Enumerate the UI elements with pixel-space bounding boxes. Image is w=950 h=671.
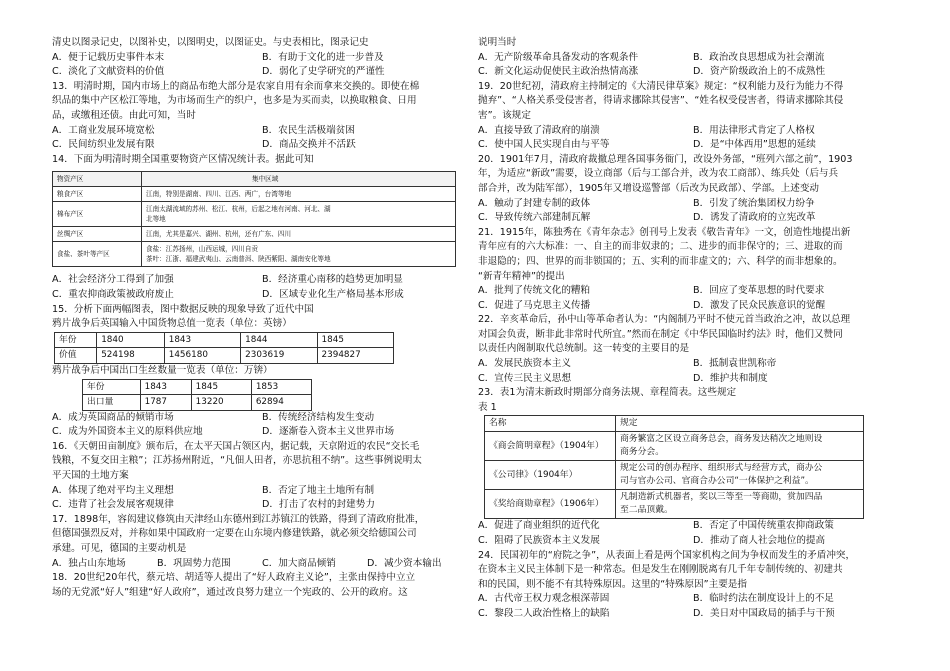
q20-stem: [478, 153, 908, 197]
table-cell: 《奖给商勋章程》（1906年）: [485, 490, 616, 519]
q24-line: 24．民国初年的“府院之争”，从表面上看是两个国家机构之间为争权而发生的矛盾冲突，: [478, 549, 856, 561]
q17-option-b[interactable]: B．巩固势力范围: [157, 557, 231, 569]
cell-line: 商务分会。: [620, 447, 664, 458]
q20-option-a[interactable]: A．触动了封建专制的政体: [478, 197, 591, 209]
q21-option-c[interactable]: C．促进了马克思主义传播: [478, 299, 591, 311]
q16-stem: [52, 440, 472, 484]
q19-line: 抛弃”、“人格关系受侵害者，得请求挪除其侵害”、“姓名权受侵害者，得请求挪除其侵: [478, 95, 844, 107]
q22-option-a[interactable]: A．发展民族资本主义: [478, 358, 571, 370]
q24-option-d[interactable]: D．美日对中国政局的插手与干预: [693, 608, 835, 619]
q20-line: 年，为适应“新政”需要，设立商部（后与工部合并，改为农工商部）、练兵处（后与兵: [478, 168, 839, 180]
q13-option-a[interactable]: A．工商业发展环境宽松: [52, 124, 155, 136]
table-cell: [616, 490, 864, 519]
table-cell: 丝绸产区: [53, 227, 142, 242]
q18-option-d[interactable]: D．资产阶级政治上的不成熟性: [693, 66, 826, 78]
q12-option-b[interactable]: B．有助于文化的进一步普及: [262, 51, 384, 63]
q22-line: 22．辛亥革命后，孙中山等革命者认为：“内阁制乃平时不使元首当政治之冲，故以总理: [478, 314, 851, 326]
q15-option-d[interactable]: D．逐渐卷入资本主义世界市场: [262, 426, 395, 438]
table-row: [83, 395, 312, 411]
q22-stem: [478, 313, 908, 357]
q14-option-d[interactable]: D．区域专业化生产格局基本形成: [262, 288, 404, 300]
q17-options: [52, 557, 472, 572]
q16-option-d[interactable]: D．打击了农村的封建势力: [262, 499, 375, 511]
table-row: [485, 490, 864, 519]
table-cell: 1845: [191, 379, 251, 395]
table-header-row: [485, 416, 864, 432]
q24-option-c[interactable]: C．黎段二人政治性格上的缺陷: [478, 608, 610, 619]
q13-options: [52, 124, 472, 153]
q24-line: 在资本主义民主体制下是一种常态。但是发生在刚刚脱离有几千年专制传统的、初建共: [478, 564, 843, 576]
table-cell: [142, 242, 456, 267]
q24-options: [478, 592, 908, 621]
table-cell: 2303619: [241, 348, 317, 364]
q12-tail: 清史以图录记史，以图补史，以图明史，以图证史。与史表相比，图录记史: [52, 37, 369, 48]
q20-option-d[interactable]: D．诱发了清政府的立宪改革: [693, 212, 816, 224]
q21-option-a[interactable]: A．批判了传统文化的糟粕: [478, 285, 591, 297]
q18-tail: 说明当时: [478, 37, 517, 48]
q24-option-a[interactable]: A．古代帝王权力观念根深蒂固: [478, 593, 610, 605]
cell-line: 食盐：江苏扬州，山西运城，四川自贡: [146, 245, 259, 254]
q24-option-b[interactable]: B．临时约法在制度设计上的不足: [693, 593, 834, 605]
table-row: [83, 379, 312, 395]
cell-line: 江南太湖流域的苏州、松江、杭州，后起之地有河南、河北、湖: [146, 205, 331, 214]
table-header-cell: 物资产区: [53, 172, 142, 187]
table-cell: 《公司律》（1904年）: [485, 461, 616, 490]
q17-line: 但德国强烈反对，并称如果中国政府一定要在山东境内修建铁路，就必须交给德国公司: [52, 528, 417, 540]
q13-option-b[interactable]: B．农民生活极端贫困: [262, 124, 355, 136]
q22-option-b[interactable]: B．抵制袁世凯称帝: [693, 358, 777, 370]
cell-line: 江南，尤其是嘉兴、湖州、杭州，还有广东、四川: [146, 230, 292, 239]
q18-line: 18．20世纪20年代，蔡元培、胡适等人提出了“好人政府主义论”，主张由保持中立立: [52, 572, 416, 584]
table-cell: [616, 432, 864, 461]
table-row: [53, 242, 456, 267]
table-cell: 13220: [191, 395, 251, 411]
q12-option-a[interactable]: A．便于记载历史事件本末: [52, 51, 165, 63]
q17-option-a[interactable]: A．独占山东地场: [52, 557, 126, 569]
right-column: [478, 36, 908, 622]
q16-line: 钱粮，不复交田主粮”；江苏扬州附近，“凡佃人田者，亦思抗租不纳”。这些事例说明太: [52, 455, 422, 467]
q23-table: [484, 415, 864, 519]
q12-options: [52, 51, 472, 80]
q19-line: 害”。该规定: [478, 109, 531, 121]
q22-option-c[interactable]: C．宣传三民主义思想: [478, 372, 572, 384]
q14-option-b[interactable]: B．经济重心南移的趋势更加明显: [262, 274, 403, 286]
q23-options: [478, 519, 908, 548]
left-column: [52, 36, 472, 600]
q15-options: [52, 411, 472, 440]
table-cell: 粮食产区: [53, 187, 142, 202]
q21-line: 非退隐的；四、世界的而非锁国的；五、实利的而非虚文的；六、科学的而非想象的。: [478, 255, 843, 267]
table-row: [485, 461, 864, 490]
q21-stem: [478, 226, 908, 284]
q14-option-c[interactable]: C．重农抑商政策被政府废止: [52, 288, 174, 300]
cell-line: 规定公司的创办程序、组织形式与经营方式，商办公: [620, 463, 823, 474]
q18-option-b[interactable]: B．政治改良思想成为社会潮流: [693, 51, 825, 63]
q18-stem: [52, 571, 472, 600]
table-cell: 棉布产区: [53, 202, 142, 227]
table-row: [55, 332, 394, 348]
q18-option-c[interactable]: C．新文化运动促使民主政治热情高涨: [478, 66, 639, 78]
table-cell: 1840: [97, 332, 165, 348]
table-cell: [142, 202, 456, 227]
q22-line: 以责任内阁制取代总统制。这一转变的主要目的是: [478, 343, 690, 355]
q15-stem: 15．分析下面两幅图表，图中数据反映的现象导致了近代中国: [52, 303, 314, 315]
table-cell: 1845: [317, 332, 393, 348]
table-cell: 年份: [55, 332, 97, 348]
q19-options: [478, 124, 908, 153]
q18-option-a[interactable]: A．无产阶级革命具备发动的客观条件: [478, 51, 639, 63]
q23-option-b[interactable]: B．否定了中国传统重农抑商政策: [693, 520, 834, 532]
q21-line: 21．1915年，陈独秀在《青年杂志》创刊号上发表《敬告青年》一文，创造性地提出新: [478, 226, 851, 238]
q17-option-d[interactable]: D．减少资本输出: [367, 557, 442, 569]
q17-option-c[interactable]: C．加大商品倾销: [262, 557, 336, 569]
q15-table1: [54, 332, 394, 364]
q21-options: [478, 284, 908, 313]
q22-line: 对国会负责，断非此非常时代所宜。”然而在制定《中华民国临时约法》时，他们又赞同: [478, 328, 843, 340]
q23-table-label: 表 1: [478, 401, 497, 413]
table-cell: [142, 227, 456, 242]
table-cell: 2394827: [317, 348, 393, 364]
q15-option-a[interactable]: A．成为英国商品的倾销市场: [52, 411, 174, 423]
table-cell: 1456180: [164, 348, 240, 364]
q13-line: 品，或缴租还债。由此可知，当时: [52, 109, 196, 121]
table-cell: 食盐、茶叶等产区: [53, 242, 142, 267]
table-cell: 价值: [55, 348, 97, 364]
q21-option-d[interactable]: D．激发了民众民族意识的觉醒: [693, 299, 826, 311]
q16-option-a[interactable]: A．体现了绝对平均主义理想: [52, 484, 174, 496]
q12-option-d[interactable]: D．弱化了史学研究的严谨性: [262, 66, 385, 78]
q19-option-d[interactable]: D．是“中体西用”思想的延续: [693, 139, 816, 151]
q13-stem: [52, 80, 472, 124]
table-cell: 1843: [140, 379, 191, 395]
q15-table2-title: 鸦片战争后中国出口生丝数量一览表（单位：万锛）: [52, 364, 273, 376]
table-cell: 年份: [83, 379, 141, 395]
q13-option-d[interactable]: D．商品交换并不活跃: [262, 139, 356, 151]
table-row: [53, 187, 456, 202]
table-cell: 524198: [97, 348, 165, 364]
table-cell: [142, 187, 456, 202]
q19-option-a[interactable]: A．直接导致了清政府的崩溃: [478, 124, 600, 136]
q19-option-c[interactable]: C．使中国人民实现自由与平等: [478, 139, 610, 151]
q20-line: 20．1901年7月，清政府裁撤总理各国事务衙门，改设外务部，“班列六部之前”，1903: [478, 153, 853, 165]
table-cell: 《商会简明章程》（1904年）: [485, 432, 616, 461]
cell-line: 至二品顶戴。: [620, 505, 673, 516]
table-row: [53, 227, 456, 242]
q14-table: [52, 171, 456, 267]
q13-line: 13．明清时期，国内市场上的商品布绝大部分是农家自用有余而拿来交换的。即使在棉: [52, 80, 420, 92]
q20-option-c[interactable]: C．导致传统六部建制瓦解: [478, 212, 591, 224]
q15-table2: [82, 379, 312, 411]
q23-option-d[interactable]: D．推动了商人社会地位的提高: [693, 535, 826, 547]
q14-option-a[interactable]: A．社会经济分工得到了加强: [52, 274, 174, 286]
q12-option-c[interactable]: C．淡化了文献资料的价值: [52, 66, 165, 78]
q13-line: 织品的集中产区松江等地，为市场而生产的织户，也多是为买而卖，以换取粮食、日用: [52, 95, 417, 107]
cell-line: 北等地: [146, 215, 166, 224]
q20-options: [478, 197, 908, 226]
q19-stem: [478, 80, 908, 124]
q23-stem: 23．表1为清末新政时期部分商务法规、章程简表。这些规定: [478, 387, 737, 399]
q14-options: [52, 273, 472, 302]
q24-line: 和的民国，则不能不有其特殊原因。这里的“特殊原因”主要是指: [478, 578, 747, 590]
q16-option-c[interactable]: C．违背了社会发展客观规律: [52, 499, 174, 511]
q21-line: “新青年精神”的提出: [478, 270, 565, 282]
table-header-cell: 名称: [485, 416, 616, 432]
table-row: [53, 202, 456, 227]
table-row: [55, 348, 394, 364]
q24-stem: [478, 549, 908, 593]
table-row: [485, 432, 864, 461]
table-cell: 1787: [140, 395, 191, 411]
cell-line: 茶叶：江浙、福建武夷山、云南普洱、陕西紫阳、湖南安化等地: [146, 255, 331, 264]
table-header-cell: 规定: [616, 416, 864, 432]
q18-line: 场的无党派“好人”组建“好人政府”，通过改良努力建立一个宪政的、公开的政府。这: [52, 586, 408, 598]
q21-line: 青年应有的六大标准：一、自主的而非奴隶的；二、进步的而非保守的；三、进取的而: [478, 241, 843, 253]
q22-option-d[interactable]: D．维护共和制度: [693, 372, 768, 384]
q22-options: [478, 357, 908, 386]
q17-stem: [52, 513, 472, 557]
q15-option-b[interactable]: B．传统经济结构发生变动: [262, 411, 375, 423]
table-cell: 出口量: [83, 395, 141, 411]
q15-table1-title: 鸦片战争后英国输入中国货物总值一览表（单位：英镑）: [52, 318, 292, 330]
q17-line: 承建。可见，德国的主要动机是: [52, 543, 187, 555]
q20-option-b[interactable]: B．引发了统治集团权力纷争: [693, 197, 815, 209]
q16-option-b[interactable]: B．否定了地主土地所有制: [262, 484, 375, 496]
q15-option-c[interactable]: C．成为外国资本主义的原料供应地: [52, 426, 203, 438]
table-cell: 1843: [164, 332, 240, 348]
q16-options: [52, 484, 472, 513]
q23-option-c[interactable]: C．阻碍了民族资本主义发展: [478, 535, 600, 547]
q16-line: 16．《天朝田亩制度》颁布后，在太平天国占领区内，据记载，天京附近的农民“交长毛: [52, 440, 420, 452]
q16-line: 平天国的土地方案: [52, 470, 129, 482]
q17-line: 17．1898年，容闳建议修筑由天津经山东德州到江苏镇江的铁路，得到了清政府批准，: [52, 513, 425, 525]
q19-line: 19．20世纪初，清政府主持制定的《大清民律草案》规定：“权利能力及行为能力不得: [478, 80, 844, 92]
cell-line: 凡制造新式机器者，奖以三等至一等商勋，赏加四品: [620, 492, 823, 503]
q21-option-b[interactable]: B．回应了变革思想的时代要求: [693, 285, 825, 297]
cell-line: 江南，特别是湖南、四川、江西、两广，台湾等地: [146, 190, 292, 199]
q18-options: [478, 51, 908, 80]
q23-option-a[interactable]: A．促进了商业组织的近代化: [478, 520, 600, 532]
table-cell: 62894: [251, 395, 311, 411]
cell-line: 司与官办公司、官商合办公司“一体保护之利益”。: [620, 476, 814, 487]
q14-stem: 14．下面为明清时期全国重要物资产区情况统计表。据此可知: [52, 153, 314, 165]
q20-line: 部合并，改为陆军部），1905年又增设巡警部（后改为民政部）、学部。上述变动: [478, 182, 820, 194]
table-cell: 1853: [251, 379, 311, 395]
table-header-cell: 集中区域: [142, 172, 456, 187]
cell-line: 商务繁富之区设立商务总会，商务发达稍次之地则设: [620, 434, 823, 445]
q13-option-c[interactable]: C．民间纺织业发展有限: [52, 139, 155, 151]
q19-option-b[interactable]: B．用法律形式肯定了人格权: [693, 124, 815, 136]
table-cell: [616, 461, 864, 490]
table-cell: 1844: [241, 332, 317, 348]
table-header-row: [53, 172, 456, 187]
